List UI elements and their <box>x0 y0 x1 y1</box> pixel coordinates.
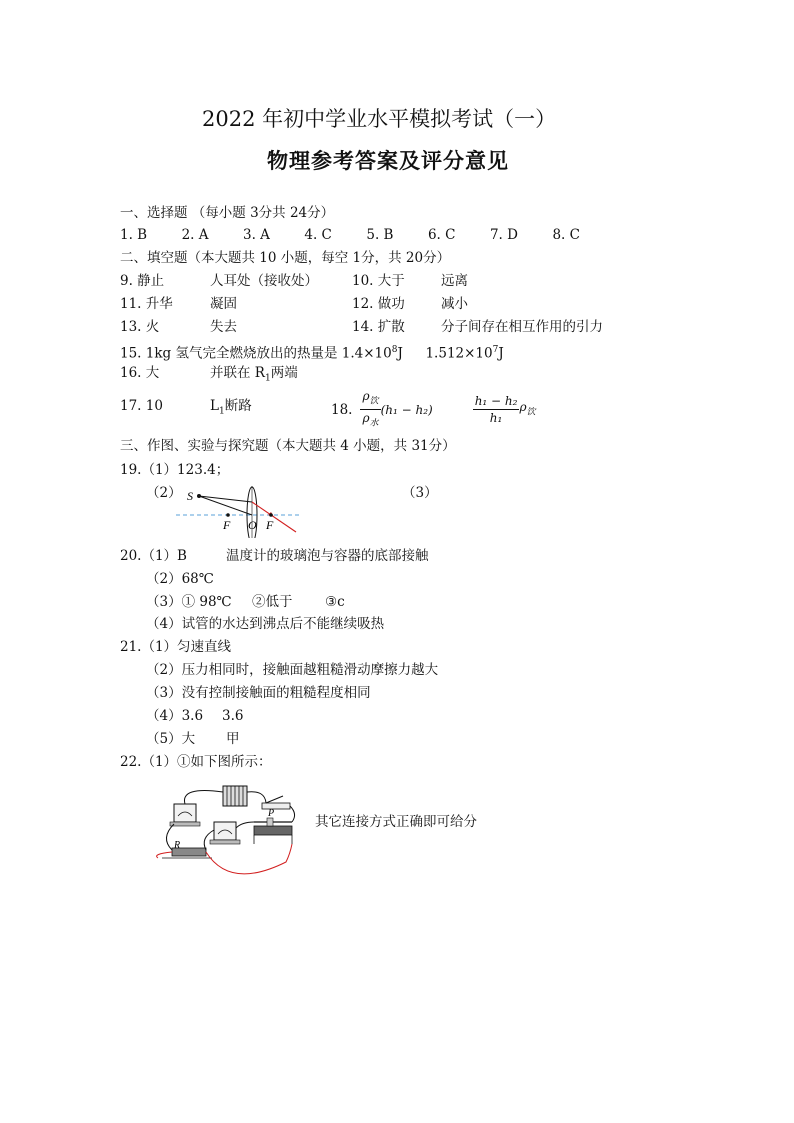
q16-text: 并联在 R <box>210 365 265 381</box>
q19-1: 19.（1）123.4； <box>120 462 230 478</box>
answer-8: 8. C <box>552 227 580 243</box>
q15-value2: 1.512×10 <box>425 345 493 362</box>
q17-L: L <box>210 398 219 414</box>
wire <box>184 791 223 805</box>
q18 <box>331 388 536 432</box>
q11-b: 凝固 <box>210 296 237 312</box>
wire <box>247 792 266 803</box>
q18-f1-den: ρ <box>362 411 370 426</box>
focus-left <box>226 513 230 517</box>
q17-a: 17. 10 <box>120 398 163 414</box>
focus-right <box>269 513 273 517</box>
label-O: O <box>248 518 257 532</box>
q12-b: 减小 <box>441 296 468 312</box>
q18-f2-tail-sub: 饮 <box>526 407 536 418</box>
exam-title: 2022 年初中学业水平模拟考试（一） <box>202 107 557 131</box>
q10-b: 远离 <box>441 273 468 289</box>
q18-f2-tail: ρ <box>519 400 527 415</box>
circuit-note: 其它连接方式正确即可给分 <box>315 814 477 830</box>
q18-f2-num: h₁ − h₂ <box>474 394 518 409</box>
q22-1: 22.（1）①如下图所示： <box>120 754 272 770</box>
q17-sub: 1 <box>218 406 225 417</box>
q13-b: 失去 <box>210 319 237 335</box>
q20-1a: 20.（1）B <box>120 548 187 564</box>
q19-3: （3） <box>402 485 438 501</box>
q15 <box>120 342 504 362</box>
wire <box>236 822 254 828</box>
q10-a: 10. 大于 <box>352 273 405 289</box>
q18-fraction-1 <box>360 388 380 432</box>
q18-f1-tail: (h₁ − h₂) <box>380 402 433 417</box>
q20-1b: 温度计的玻璃泡与容器的底部接触 <box>226 548 429 564</box>
battery-icon <box>223 786 247 806</box>
q18-f1-num-sub: 饮 <box>369 396 379 407</box>
section3-heading: 三、作图、实验与探究题（本大题共 4 小题，共 31分） <box>120 438 456 454</box>
q21-2: （2）压力相同时，接触面越粗糙滑动摩擦力越大 <box>146 662 439 678</box>
voltmeter-icon <box>170 804 200 826</box>
q21-1: 21.（1）匀速直线 <box>120 639 232 655</box>
q17-b <box>210 398 252 420</box>
q20-2: （2）68℃ <box>146 571 214 587</box>
section1-heading: 一、选择题 （每小题 3分共 24分） <box>120 205 335 221</box>
red-wire <box>206 844 292 874</box>
answer-4: 4. C <box>304 227 332 243</box>
label-F-right: F <box>266 518 274 532</box>
q17-tail: 断路 <box>224 398 252 414</box>
q21-5a: （5）大 <box>146 731 196 747</box>
lens-ray-diagram <box>170 480 310 538</box>
choice-answers <box>120 227 580 243</box>
answer-2: 2. A <box>181 227 209 243</box>
answer-3: 3. A <box>242 227 270 243</box>
q9-b: 人耳处（接收处） <box>210 273 318 289</box>
q20-3b: ②低于 <box>252 594 293 610</box>
q18-f1-den-sub: 水 <box>369 418 379 429</box>
q9-a: 9. 静止 <box>120 273 165 289</box>
q15-exp2: 7 <box>492 345 499 355</box>
q15-unit1: J <box>397 345 403 362</box>
q14-a: 14. 扩散 <box>352 319 405 335</box>
label-R: R <box>174 840 181 851</box>
q21-3: （3）没有控制接触面的粗糙程度相同 <box>146 685 371 701</box>
ammeter-icon <box>210 822 240 844</box>
q14-b: 分子间存在相互作用的引力 <box>441 319 603 335</box>
q18-f1-num: ρ <box>362 389 370 403</box>
source-point <box>197 494 201 498</box>
section2-heading: 二、填空题（本大题共 10 小题，每空 1分，共 20分） <box>120 250 451 266</box>
answer-1: 1. B <box>120 227 148 243</box>
label-S: S <box>187 489 193 503</box>
red-wire <box>157 852 172 858</box>
q18-label: 18. <box>331 401 353 418</box>
label-P: P <box>268 808 275 819</box>
q15-unit2: J <box>498 345 504 362</box>
q20-3a: （3）① 98℃ <box>146 594 232 610</box>
q20-4: （4）试管的水达到沸点后不能继续吸热 <box>146 616 385 632</box>
label-F-left: F <box>223 518 231 532</box>
answer-5: 5. B <box>366 227 394 243</box>
q13-a: 13. 火 <box>120 319 160 335</box>
q18-f2-den: h₁ <box>489 411 503 426</box>
q20-3c: ③c <box>325 594 345 610</box>
q19-2: （2） <box>146 485 182 501</box>
answer-6: 6. C <box>427 227 456 243</box>
q16-a: 16. 大 <box>120 365 160 381</box>
q21-4b: 3.6 <box>222 708 244 724</box>
q16-sub: 1 <box>264 373 271 384</box>
answer-key-title: 物理参考答案及评分意见 <box>267 148 509 173</box>
wire <box>166 824 174 850</box>
q16-tail: 两端 <box>270 365 298 381</box>
resistor-icon <box>162 848 212 858</box>
wire <box>290 806 295 822</box>
q21-4a: （4）3.6 <box>146 708 204 724</box>
circuit-diagram <box>150 778 300 878</box>
q21-5b: 甲 <box>226 731 240 747</box>
answer-7: 7. D <box>489 227 518 243</box>
q12-a: 12. 做功 <box>352 296 405 312</box>
q11-a: 11. 升华 <box>120 296 173 312</box>
q18-fraction-2 <box>473 393 520 426</box>
q15-text: 15. 1kg 氢气完全燃烧放出的热量是 1.4×10 <box>120 345 392 362</box>
q15-exp1: 8 <box>391 345 398 355</box>
rheostat-icon <box>254 818 292 844</box>
q16-b <box>210 365 298 387</box>
